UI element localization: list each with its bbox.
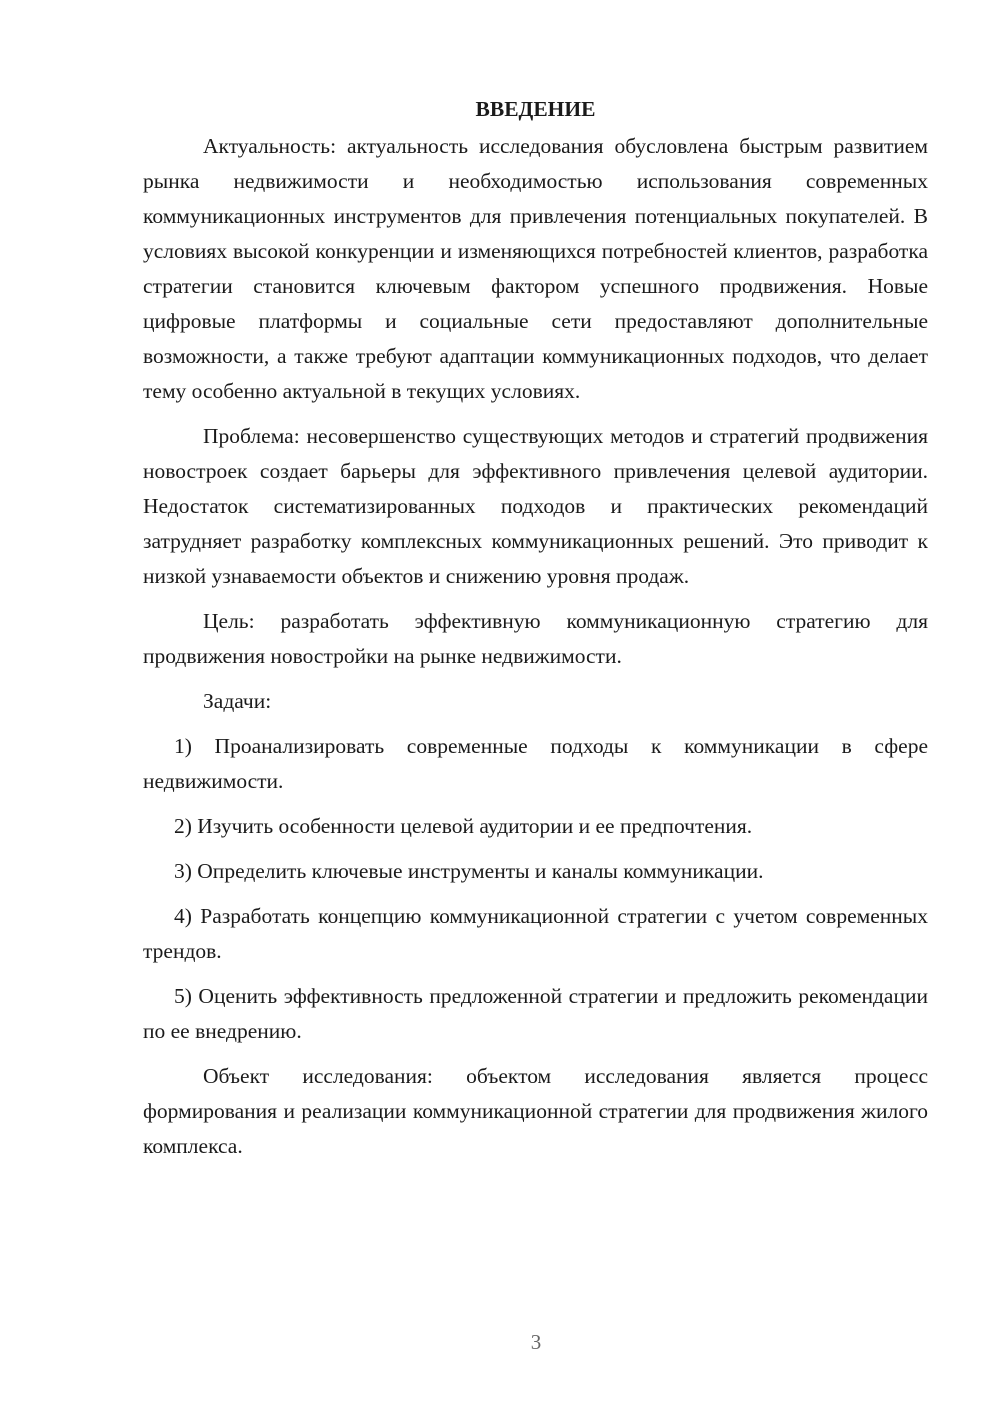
task-item: 2) Изучить особенности целевой аудитории и ее предпочтения.	[174, 814, 753, 838]
task-item: 5) Оценить эффективность предложенной стратегии и предложить рекомендации по ее внедрению.	[143, 984, 928, 1043]
paragraph-object: Объект исследования: объектом исследования является процесс формирования и реализации коммуникационной стратегии для продвижения жилого комплекса.	[143, 1064, 928, 1158]
task-item: 4) Разработать концепцию коммуникационной стратегии с учетом современных трендов.	[143, 904, 928, 963]
paragraph-relevance: Актуальность: актуальность исследования обусловлена быстрым развитием рынка недвижимости и необходимостью использования современных коммуникационных инструментов для привлечения потенциальных покупателей. В условиях высокой конкуренции и изменяющихся потребностей клиентов, разработка стратегии становится ключевым фактором успешного продвижения. Новые цифровые платформы и социальные сети предоставляют дополнительные возможности, а также требуют адаптации коммуникационных подходов, что делает тему особенно актуальной в текущих условиях.	[143, 134, 928, 403]
paragraph-problem: Проблема: несовершенство существующих методов и стратегий продвижения новостроек создает барьеры для эффективного привлечения целевой аудитории. Недостаток систематизированных подходов и практических рекомендаций затрудняет разработку комплексных коммуникационных решений. Это приводит к низкой узнаваемости объектов и снижению уровня продаж.	[143, 424, 928, 588]
tasks-list	[143, 729, 928, 1049]
task-item: 3) Определить ключевые инструменты и каналы коммуникации.	[174, 859, 764, 883]
document-page	[143, 92, 928, 1174]
tasks-label: Задачи:	[203, 689, 272, 713]
paragraph-goal: Цель: разработать эффективную коммуникационную стратегию для продвижения новостройки на рынке недвижимости.	[143, 609, 928, 668]
task-item: 1) Проанализировать современные подходы к коммуникации в сфере недвижимости.	[143, 734, 928, 793]
page-number: 3	[530, 1330, 542, 1354]
section-heading: ВВЕДЕНИЕ	[475, 97, 596, 121]
